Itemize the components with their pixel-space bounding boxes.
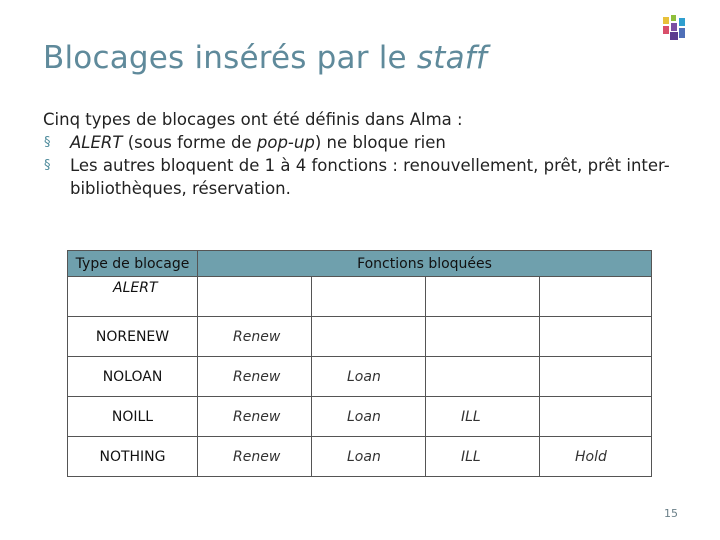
bullet-item: [43, 131, 683, 154]
title-emphasis: staff: [416, 40, 488, 76]
cell: [426, 317, 540, 357]
bullet-item: [43, 154, 683, 200]
cell: Renew: [198, 397, 312, 437]
table-header-row: [68, 251, 652, 277]
table-row: [68, 277, 652, 317]
page-title: [43, 40, 487, 76]
table-row: [68, 397, 652, 437]
cell: [312, 317, 426, 357]
table-row: [68, 437, 652, 477]
blocking-table: [67, 250, 652, 477]
cell: Loan: [312, 357, 426, 397]
cell: [540, 277, 652, 317]
cell: ILL: [426, 397, 540, 437]
cell: [198, 277, 312, 317]
cell: [540, 357, 652, 397]
cell: [540, 317, 652, 357]
header-type: Type de blocage: [68, 251, 198, 277]
row-type: NOILL: [68, 397, 198, 437]
bullet-list: [43, 131, 683, 200]
row-type: NOTHING: [68, 437, 198, 477]
header-functions: Fonctions bloquées: [198, 251, 652, 277]
cell: [426, 277, 540, 317]
cell: ILL: [426, 437, 540, 477]
row-type: ALERT: [68, 277, 198, 317]
bullet-alert-term: ALERT: [70, 133, 123, 152]
page-number: 15: [664, 507, 678, 520]
square-bullet-icon: §: [44, 158, 51, 173]
row-type: NORENEW: [68, 317, 198, 357]
cell: Loan: [312, 437, 426, 477]
table-row: [68, 357, 652, 397]
row-type: NOLOAN: [68, 357, 198, 397]
intro-text: Cinq types de blocages ont été définis dans Alma :: [43, 110, 463, 129]
cell: Loan: [312, 397, 426, 437]
cell: [312, 277, 426, 317]
colored-cube-logo-icon: [662, 14, 688, 42]
bullet-text: ) ne bloque rien: [314, 133, 446, 152]
bullet-text: (sous forme de: [122, 133, 257, 152]
bullet-text: Les autres bloquent de 1 à 4 fonctions : renouvellement, prêt, prêt inter-bibliothèques, réservation.: [70, 156, 670, 198]
intro-block: [43, 108, 683, 200]
title-text: Blocages insérés par le: [43, 40, 417, 76]
square-bullet-icon: §: [44, 135, 51, 150]
cell: [426, 357, 540, 397]
cell: [540, 397, 652, 437]
cell: Renew: [198, 317, 312, 357]
cell: Renew: [198, 357, 312, 397]
bullet-popup-term: pop-up: [256, 133, 315, 152]
table-row: [68, 317, 652, 357]
cell: Renew: [198, 437, 312, 477]
cell: Hold: [540, 437, 652, 477]
